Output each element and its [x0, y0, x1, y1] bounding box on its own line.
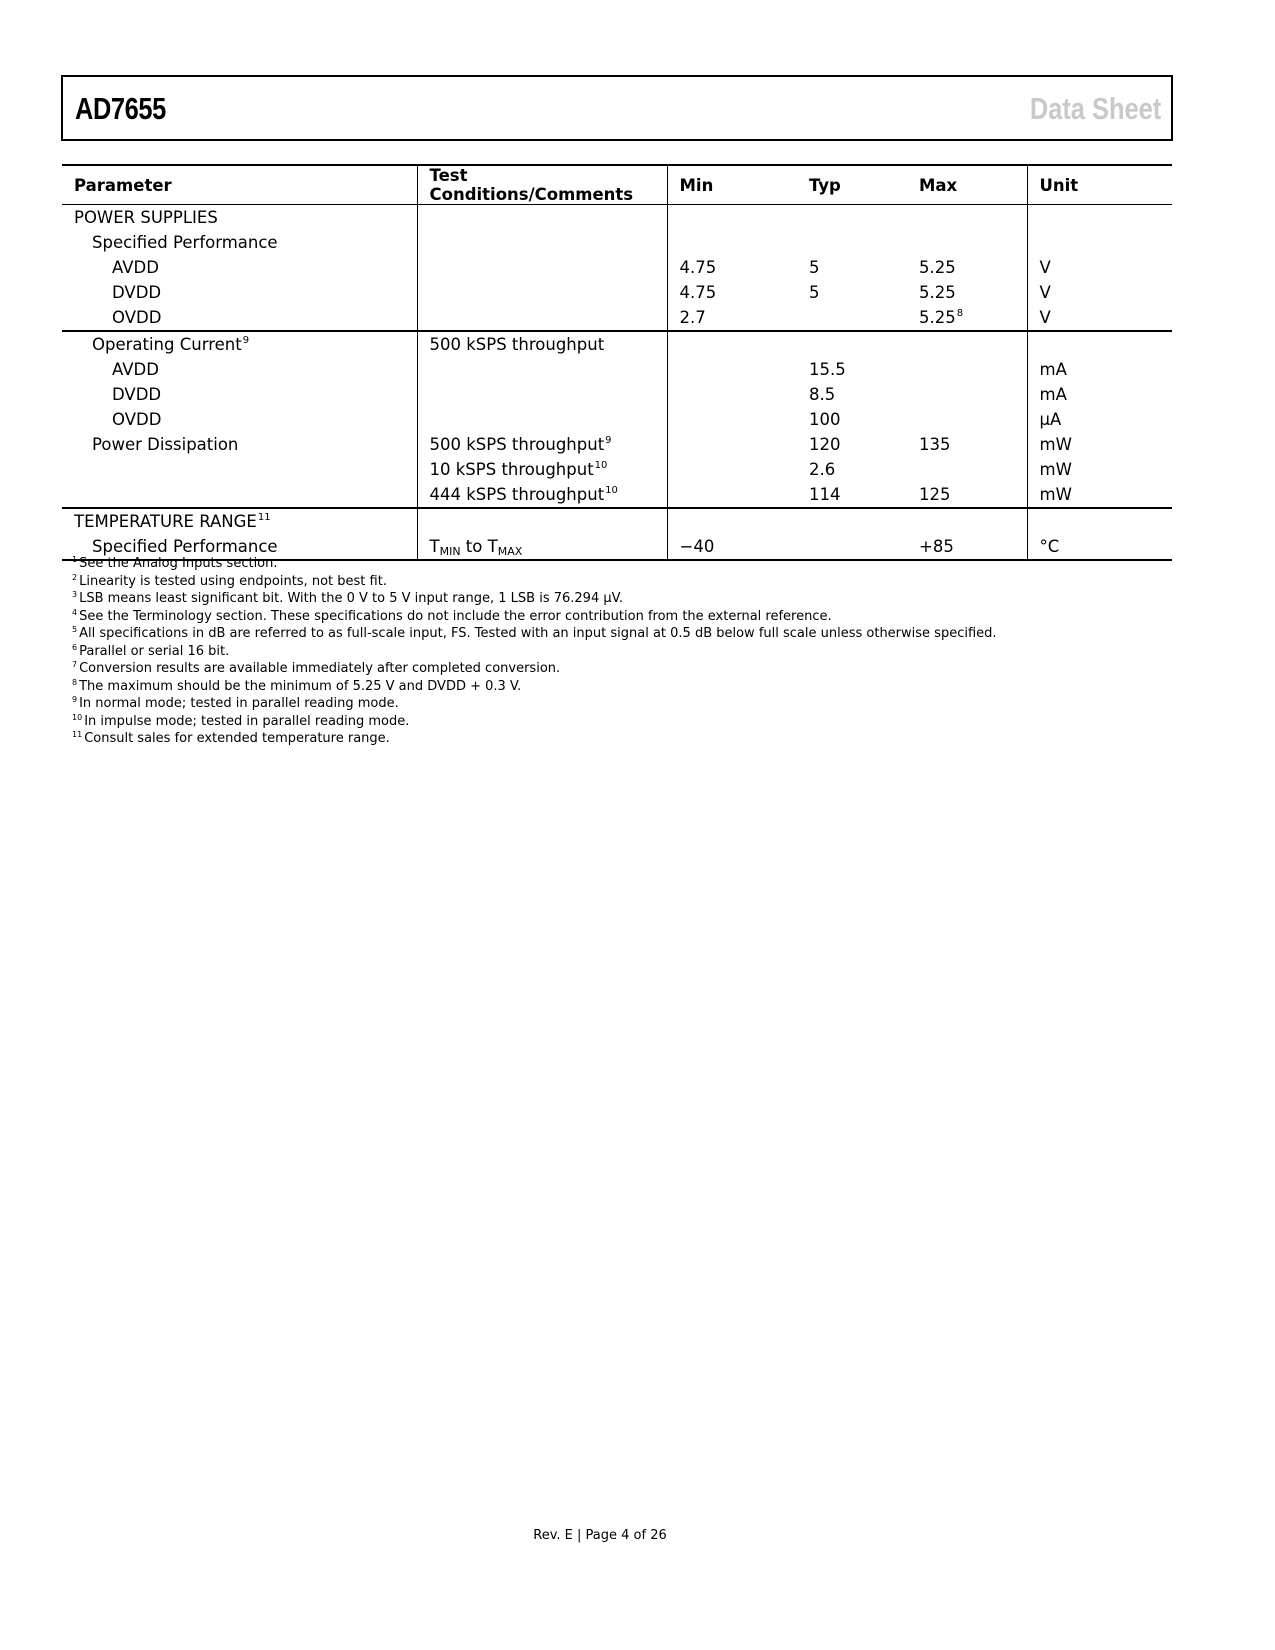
cell-max [907, 382, 1027, 407]
cell-unit: mW [1039, 460, 1072, 479]
cell-parameter: POWER SUPPLIES [62, 205, 417, 231]
cell-parameter: Specified Performance [62, 230, 417, 255]
cell-min [667, 457, 797, 482]
cell-unit: mA [1039, 360, 1067, 379]
table-row [62, 432, 1172, 457]
table-row [62, 382, 1172, 407]
footnote: $^8$ The maximum should be the minimum of 5.25 V and DVDD + 0.3 V. [72, 677, 522, 694]
cell-typ: 120 [809, 435, 841, 454]
footnote: $^7$ Conversion results are available immediately after completed conversion. [72, 660, 561, 676]
cell-conditions: $T_{MIN}$ to $T_{MAX}$ [417, 534, 667, 560]
cell-unit: V [1027, 305, 1172, 331]
cell-max [907, 230, 1027, 255]
footnote: $^2$ Linearity is tested using endpoints, not best fit. [72, 572, 387, 589]
table-row [62, 508, 1172, 534]
cell-conditions [417, 230, 667, 255]
document-type: Data Sheet [1029, 91, 1161, 126]
cell-min [667, 432, 797, 457]
cell-parameter [62, 457, 417, 482]
table-row [62, 457, 1172, 482]
table-row [62, 482, 1172, 508]
cell-max [907, 457, 1027, 482]
cell-min [667, 508, 797, 534]
cell-conditions: 500 kSPS throughput [417, 331, 667, 357]
specifications-table [62, 164, 1172, 561]
cell-max [907, 508, 1027, 534]
cell-max: +85 [907, 534, 1027, 560]
cell-unit: V [1039, 258, 1051, 277]
cell-max: 5.25$^8$ [907, 305, 1027, 331]
cell-max [907, 205, 1027, 231]
cell-parameter: DVDD [62, 382, 417, 407]
column-header-max: Max [907, 165, 1027, 205]
footnote: $^9$ In normal mode; tested in parallel reading mode. [72, 695, 399, 711]
footnote-ref: 9 [605, 435, 612, 446]
cell-min: 4.75 [679, 283, 717, 302]
cell-parameter: Power Dissipation [62, 432, 417, 457]
cell-min [667, 407, 797, 432]
table-row [62, 205, 1172, 231]
cell-typ: 5 [809, 258, 820, 277]
table-row [62, 331, 1172, 357]
cell-typ: 5 [809, 283, 820, 302]
column-header-min: Min [667, 165, 797, 205]
cell-conditions [417, 255, 667, 280]
footnote-ref: 9 [242, 335, 250, 346]
cell-conditions [417, 508, 667, 534]
table-row [62, 230, 1172, 255]
cell-min [667, 382, 797, 407]
table-row [62, 407, 1172, 432]
cell-max [907, 357, 1027, 382]
cell-conditions [417, 382, 667, 407]
cell-unit: °C [1027, 534, 1172, 560]
cell-min [667, 357, 797, 382]
cell-conditions [417, 357, 667, 382]
cell-parameter: AVDD [62, 255, 417, 280]
cell-max [907, 407, 1027, 432]
footnotes [72, 555, 1172, 748]
column-header-unit: Unit [1027, 165, 1172, 205]
table-row [62, 280, 1172, 305]
table-row [62, 357, 1172, 382]
cell-max: 135 [907, 432, 1027, 457]
cell-min: 4.75 [679, 258, 717, 277]
footnote-ref: 11 [257, 512, 271, 523]
cell-conditions: 500 kSPS throughput$^9$ [417, 432, 667, 457]
footnote: $^4$ See the Terminology section. These specifications do not include the error contribution from the external reference. [72, 607, 832, 624]
cell-max: 5.25 [907, 280, 1027, 305]
footnote: $^5$ All specifications in dB are referred to as full-scale input, FS. Tested with an input signal at 0.5 dB below full scale unless otherwise specified. [72, 625, 997, 641]
cell-typ: 114 [797, 482, 907, 508]
cell-min: −40 [667, 534, 797, 560]
cell-parameter: OVDD [62, 407, 417, 432]
cell-parameter: AVDD [62, 357, 417, 382]
cell-typ: 8.5 [809, 385, 836, 404]
page-footer: Rev. E | Page 4 of 26 [533, 1528, 667, 1543]
cell-unit [1027, 508, 1172, 534]
cell-parameter: Operating Current$^9$ [62, 331, 417, 357]
cell-typ [797, 508, 907, 534]
footnote-ref: 8 [956, 308, 964, 319]
cell-min [667, 331, 797, 357]
table-row [62, 255, 1172, 280]
page-header [61, 75, 1173, 141]
cell-conditions: 444 kSPS throughput$^{10}$ [417, 482, 667, 508]
cell-typ: 15.5 [809, 360, 846, 379]
cell-parameter: DVDD [62, 280, 417, 305]
column-header-parameter: Parameter [62, 165, 417, 205]
cell-min [667, 205, 797, 231]
cell-unit [1027, 205, 1172, 231]
cell-unit [1027, 230, 1172, 255]
cell-typ [797, 205, 907, 231]
cell-unit: mA [1039, 385, 1067, 404]
cell-conditions [417, 305, 667, 331]
cell-max [907, 331, 1027, 357]
cell-unit [1027, 331, 1172, 357]
table-header-row [62, 165, 1172, 205]
cell-unit: V [1039, 283, 1051, 302]
cell-min: 2.7 [667, 305, 797, 331]
footnote-ref: 10 [594, 460, 608, 471]
cell-parameter: OVDD [62, 305, 417, 331]
cell-typ [797, 230, 907, 255]
cell-conditions [417, 205, 667, 231]
cell-typ: 100 [809, 410, 841, 429]
footnote: $^{10}$ In impulse mode; tested in parallel reading mode. [72, 712, 410, 729]
cell-typ [797, 331, 907, 357]
cell-parameter [62, 482, 417, 508]
column-header-typ: Typ [797, 165, 907, 205]
cell-typ [797, 305, 907, 331]
cell-parameter: TEMPERATURE RANGE$^{11}$ [62, 508, 417, 534]
footnote: $^1$ See the Analog Inputs section. [72, 555, 278, 571]
cell-unit: mW [1039, 435, 1072, 454]
cell-unit: mW [1027, 482, 1172, 508]
cell-max: 125 [907, 482, 1027, 508]
footnote: $^6$ Parallel or serial 16 bit. [72, 642, 230, 659]
footnote-ref: 10 [605, 485, 618, 496]
footnote: $^{11}$ Consult sales for extended temperature range. [72, 730, 390, 746]
cell-conditions [417, 280, 667, 305]
cell-max: 5.25 [907, 255, 1027, 280]
footnote: $^3$ LSB means least significant bit. With the 0 V to 5 V input range, 1 LSB is 76.294 µV. [72, 590, 623, 606]
cell-conditions [417, 407, 667, 432]
table-row [62, 305, 1172, 331]
cell-parameter: Specified Performance [62, 534, 417, 560]
cell-conditions: 10 kSPS throughput$^{10}$ [417, 457, 667, 482]
cell-unit: µA [1039, 410, 1062, 429]
column-header-conditions: Test Conditions/Comments [417, 165, 667, 205]
product-name: AD7655 [75, 91, 166, 126]
cell-min [667, 230, 797, 255]
cell-typ: 2.6 [809, 460, 836, 479]
cell-min [667, 482, 797, 508]
